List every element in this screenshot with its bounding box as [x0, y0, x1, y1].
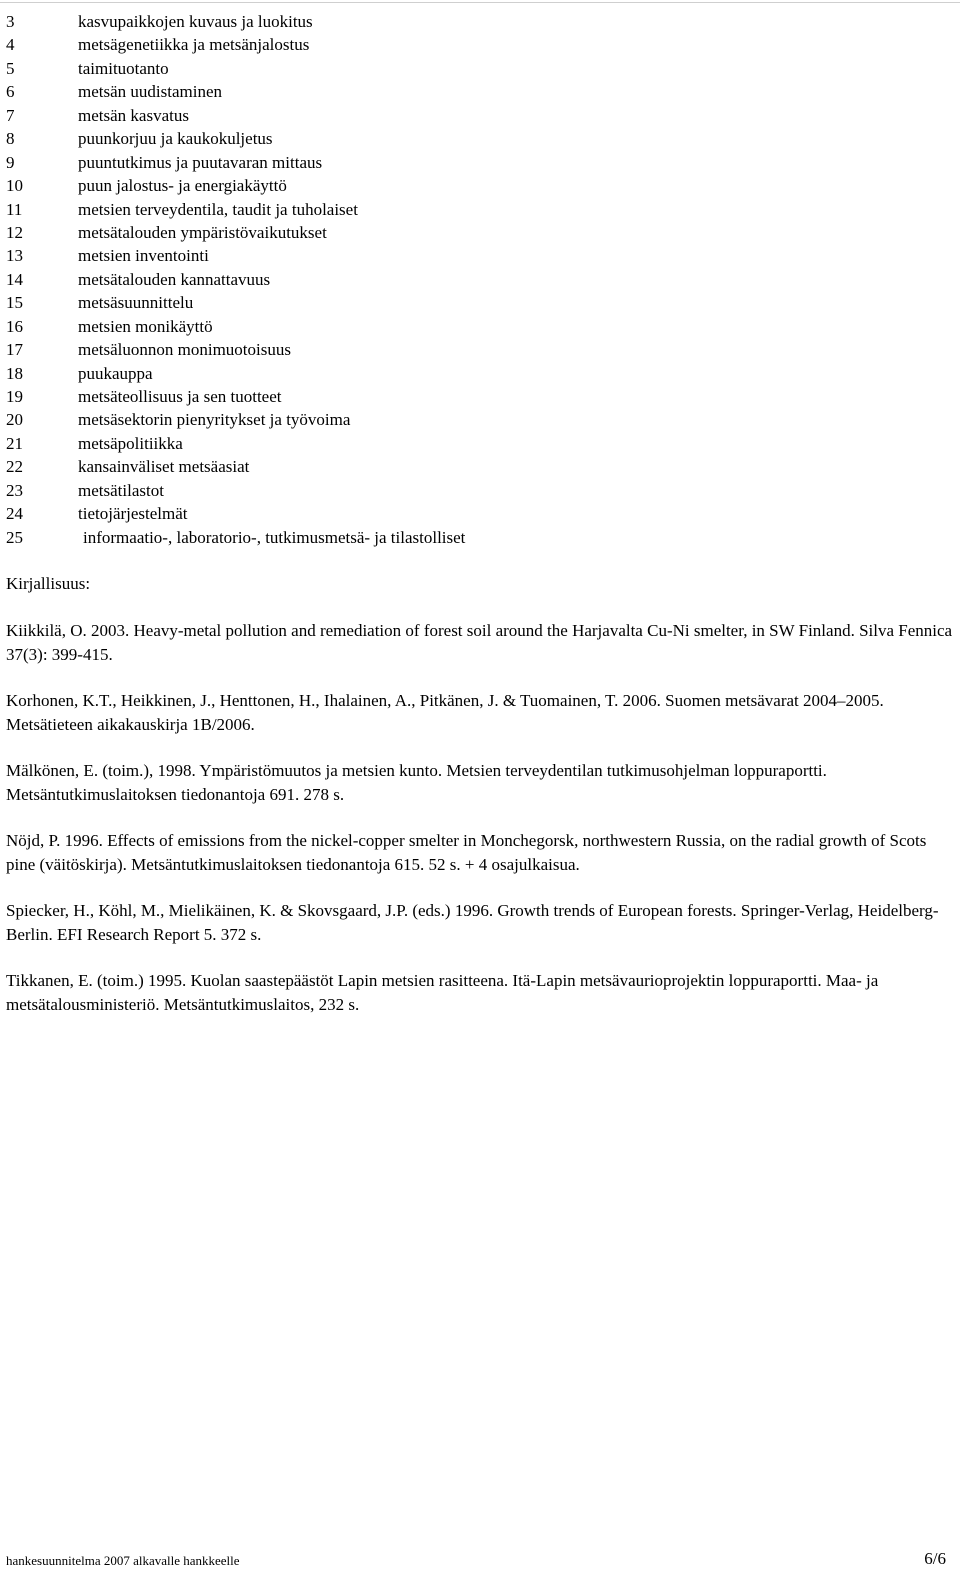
- topic-number: 10: [6, 176, 23, 196]
- topic-label: informaatio-, laboratorio-, tutkimusmetsä- ja tilastolliset: [83, 527, 466, 547]
- topic-label: metsäsuunnittelu: [78, 293, 194, 313]
- topic-label: metsäteollisuus ja sen tuotteet: [78, 387, 282, 406]
- topic-label: metsäluonnon monimuotoisuus: [78, 340, 291, 360]
- topic-item: [6, 526, 465, 549]
- topic-item: [6, 268, 465, 291]
- topic-label: puuntutkimus ja puutavaran mittaus: [78, 152, 323, 172]
- topic-item: [6, 385, 465, 408]
- topic-number: 14: [6, 269, 23, 289]
- topic-label: metsien monikäyttö: [78, 316, 213, 336]
- reference-entry: Tikkanen, E. (toim.) 1995. Kuolan saastepäästöt Lapin metsien rasitteena. Itä-Lapin metsävaurioprojektin loppuraportti. Maa- ja metsätalousministeriö. Metsäntutkimuslaitos, 232 s.: [6, 971, 879, 1014]
- topic-label: metsätalouden kannattavuus: [78, 269, 271, 289]
- topic-item: [6, 338, 465, 361]
- topic-item: [6, 362, 465, 385]
- topic-label: puunkorjuu ja kaukokuljetus: [78, 129, 273, 149]
- topic-item: [6, 174, 465, 197]
- reference-entry: Spiecker, H., Köhl, M., Mielikäinen, K. & Skovsgaard, J.P. (eds.) 1996. Growth trends of European forests. Springer-Verlag, Heidelberg-Berlin. EFI Research Report 5. 372 s.: [6, 901, 939, 944]
- topic-number: 7: [6, 105, 15, 125]
- topic-number: 12: [6, 222, 23, 242]
- topic-number: 24: [6, 504, 23, 524]
- topic-number: 4: [6, 35, 15, 55]
- topic-label: taimituotanto: [78, 58, 169, 78]
- topic-item: [6, 104, 465, 127]
- topic-number: 19: [6, 387, 23, 406]
- topic-number: 3: [6, 12, 15, 31]
- topic-number: 9: [6, 152, 15, 172]
- topic-label: metsien terveydentila, taudit ja tuholaiset: [78, 199, 358, 219]
- topic-number: 20: [6, 410, 23, 430]
- footer-document-title: hankesuunnitelma 2007 alkavalle hankkeelle: [6, 1553, 240, 1568]
- topic-item: [6, 10, 465, 33]
- topic-label: metsien inventointi: [78, 246, 209, 266]
- topic-item: [6, 315, 465, 338]
- page-footer: [6, 1549, 946, 1571]
- topic-label: metsätilastot: [78, 480, 164, 500]
- topic-item: [6, 479, 465, 502]
- topic-item: [6, 198, 465, 221]
- topic-label: metsätalouden ympäristövaikutukset: [78, 222, 327, 242]
- topic-number: 22: [6, 457, 23, 477]
- topic-number: 5: [6, 58, 15, 78]
- topic-number: 17: [6, 340, 23, 360]
- topic-number: 23: [6, 480, 23, 500]
- footer-page-number: 6/6: [924, 1549, 946, 1568]
- topic-item: [6, 151, 465, 174]
- top-rule: [0, 2, 960, 3]
- topic-item: [6, 432, 465, 455]
- topic-number: 6: [6, 82, 15, 102]
- topic-item: [6, 80, 465, 103]
- topic-number: 8: [6, 129, 15, 149]
- topic-item: [6, 502, 465, 525]
- topic-label: kasvupaikkojen kuvaus ja luokitus: [78, 12, 313, 31]
- topic-number: 25: [6, 527, 23, 547]
- reference-entry: Korhonen, K.T., Heikkinen, J., Henttonen, H., Ihalainen, A., Pitkänen, J. & Tuomainen, T. 2006. Suomen metsävarat 2004–2005. Metsätieteen aikakauskirja 1B/2006.: [6, 691, 884, 734]
- topic-number: 15: [6, 293, 23, 313]
- topic-label: metsägenetiikka ja metsänjalostus: [78, 35, 310, 55]
- topic-label: puun jalostus- ja energiakäyttö: [78, 176, 287, 196]
- topic-label: puukauppa: [78, 363, 153, 383]
- topic-item: [6, 291, 465, 314]
- topic-item: [6, 455, 465, 478]
- topic-label: metsäpolitiikka: [78, 433, 183, 453]
- topic-number: 18: [6, 363, 23, 383]
- topic-number: 11: [6, 199, 23, 219]
- topic-number: 21: [6, 433, 23, 453]
- topic-label: tietojärjestelmät: [78, 504, 188, 524]
- references-heading: Kirjallisuus:: [6, 574, 91, 593]
- topic-list: [6, 10, 465, 549]
- topic-item: [6, 244, 465, 267]
- reference-entry: Nöjd, P. 1996. Effects of emissions from the nickel-copper smelter in Monchegorsk, northwestern Russia, on the radial growth of Scots pine (väitöskirja). Metsäntutkimuslaitoksen tiedonantoja 615. 52 s. + 4 osajulkaisua.: [6, 831, 927, 874]
- topic-item: [6, 127, 465, 150]
- references-list: [6, 619, 954, 1039]
- topic-item: [6, 57, 465, 80]
- topic-label: metsän kasvatus: [78, 105, 189, 125]
- reference-entry: Mälkönen, E. (toim.), 1998. Ympäristömuutos ja metsien kunto. Metsien terveydentilan tutkimusohjelman loppuraportti. Metsäntutkimuslaitoksen tiedonantoja 691. 278 s.: [6, 761, 827, 804]
- topic-label: kansainväliset metsäasiat: [78, 457, 250, 477]
- topic-item: [6, 221, 465, 244]
- topic-number: 16: [6, 316, 23, 336]
- topic-item: [6, 33, 465, 56]
- topic-item: [6, 408, 465, 431]
- topic-label: metsän uudistaminen: [78, 82, 223, 102]
- reference-entry: Kiikkilä, O. 2003. Heavy-metal pollution and remediation of forest soil around the Harjavalta Cu-Ni smelter, in SW Finland. Silva Fennica 37(3): 399-415.: [6, 621, 953, 664]
- topic-number: 13: [6, 246, 23, 266]
- topic-label: metsäsektorin pienyritykset ja työvoima: [78, 410, 351, 430]
